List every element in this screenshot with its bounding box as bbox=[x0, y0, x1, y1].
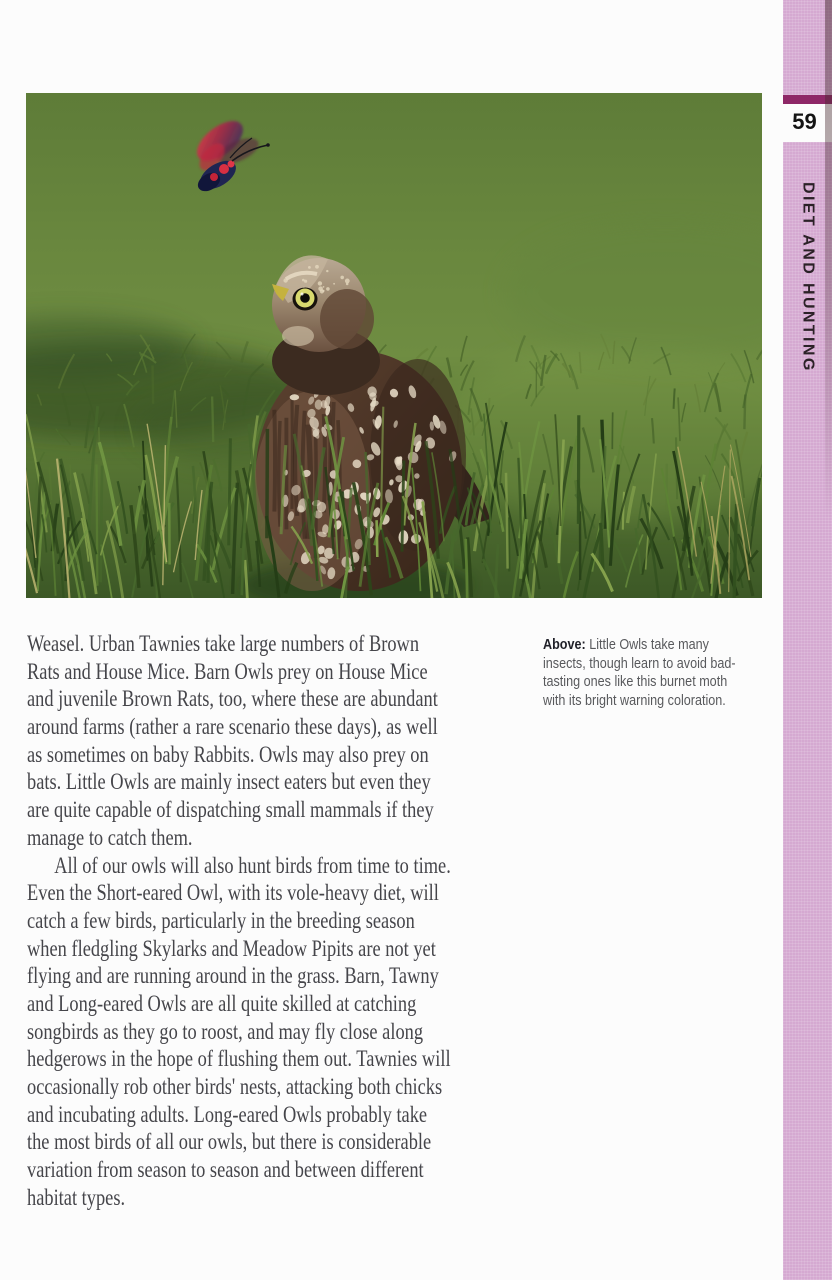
body-text-line: All of our owls will also hunt birds from time to time. bbox=[54, 852, 451, 878]
section-sidebar bbox=[783, 0, 832, 1280]
photo-caption bbox=[543, 636, 773, 710]
body-text bbox=[27, 630, 542, 1211]
body-text-line: catch a few birds, particularly in the breeding season bbox=[27, 907, 415, 933]
owl-throat bbox=[282, 326, 314, 346]
body-text-line: and juvenile Brown Rats, too, where these are abundant bbox=[27, 686, 438, 712]
body-text-line: songbirds as they go to roost, and may fly close along bbox=[27, 1018, 424, 1044]
body-text-line: manage to catch them. bbox=[27, 824, 193, 850]
body-text-line: flying and are running around in the grass. Barn, Tawny bbox=[27, 963, 439, 989]
body-text-line: hedgerows in the hope of flushing them out. Tawnies will bbox=[27, 1046, 451, 1072]
page-edge-shadow bbox=[825, 0, 832, 520]
body-text-line: occasionally rob other birds' nests, attacking both chicks bbox=[27, 1074, 443, 1099]
caption-line: Above: Little Owls take many bbox=[543, 636, 709, 653]
body-text-line: habitat types. bbox=[27, 1184, 126, 1210]
body-text-line: and Long-eared Owls are all quite skilled at catching bbox=[27, 990, 417, 1016]
caption-lead: Above: bbox=[543, 636, 586, 653]
caption-line: tasting ones like this burnet moth bbox=[543, 673, 728, 690]
body-text-line: as sometimes on baby Rabbits. Owls may also prey on bbox=[27, 741, 429, 767]
body-text-line: variation from season to season and between different bbox=[27, 1157, 424, 1183]
body-text-line: when fledgling Skylarks and Meadow Pipits are not yet bbox=[27, 935, 436, 961]
caption-line: insects, though learn to avoid bad- bbox=[543, 654, 736, 672]
body-text-line: are quite capable of dispatching small mammals if they bbox=[27, 797, 434, 823]
owl-moth-photo-illustration bbox=[26, 93, 762, 598]
body-text-line: the most birds of all our owls, but there is considerable bbox=[27, 1129, 432, 1155]
body-text-line: bats. Little Owls are mainly insect eaters but even they bbox=[27, 769, 431, 795]
body-text-line: around farms (rather a rare scenario these days), as well bbox=[27, 714, 438, 740]
body-text-line: Weasel. Urban Tawnies take large numbers of Brown bbox=[27, 631, 420, 656]
body-text-line: Even the Short-eared Owl, with its vole-heavy diet, will bbox=[27, 880, 439, 906]
body-text-line: and incubating adults. Long-eared Owls probably take bbox=[27, 1101, 428, 1127]
owl-moth-photo bbox=[26, 93, 762, 598]
section-title: DIET AND HUNTING bbox=[799, 182, 817, 373]
caption-line: with its bright warning coloration. bbox=[543, 691, 726, 709]
page-number: 59 bbox=[792, 109, 817, 134]
body-text-line: Rats and House Mice. Barn Owls prey on House Mice bbox=[27, 658, 428, 684]
